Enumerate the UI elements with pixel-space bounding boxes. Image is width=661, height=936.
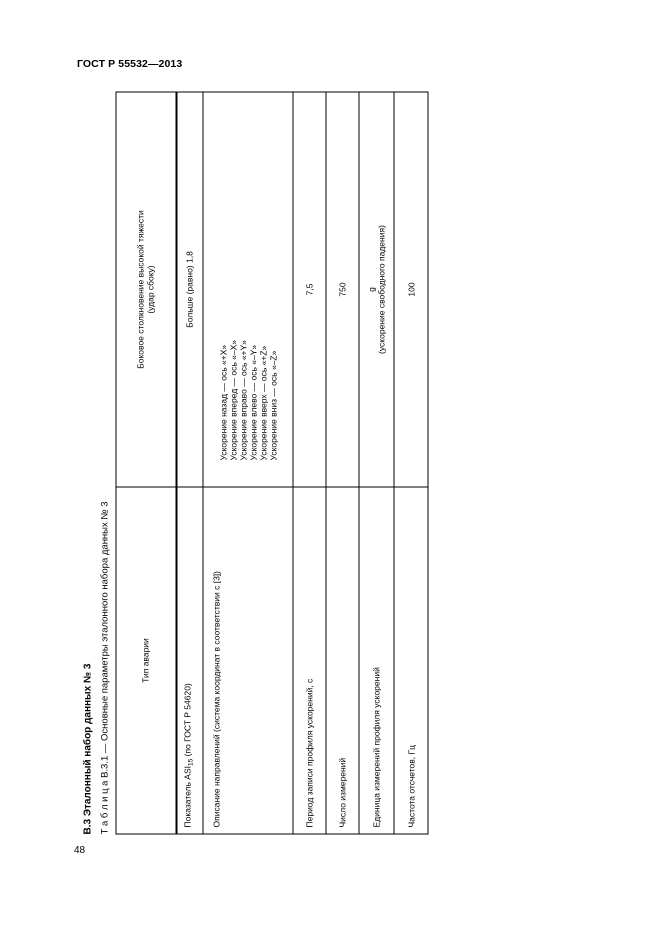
recording-period-label: Период записи профиля ускорений, с xyxy=(293,487,326,834)
accident-type-value-line-1: Боковое столкновение высокой тяжести xyxy=(135,209,146,369)
table-row xyxy=(359,92,394,834)
direction-line: Ускорение вниз — ось «–Z» xyxy=(267,350,278,460)
direction-line: Ускорение вверх — ось «+Z» xyxy=(257,345,268,460)
asi-label-main: Показатель ASI xyxy=(182,765,193,827)
parameters-table xyxy=(115,91,428,834)
directions-label: Описание направлений (система координат в соответствии с [3]) xyxy=(203,487,293,834)
accident-type-value xyxy=(116,92,176,487)
recording-period-value: 7,5 xyxy=(293,92,326,487)
acceleration-unit-label: Единица измерений профиля ускорений xyxy=(359,487,394,834)
acceleration-unit-value-line-2: (ускорение свободного падения) xyxy=(376,224,386,354)
accident-type-value-line-2: (удар сбоку) xyxy=(145,264,156,314)
sampling-rate-value: 100 xyxy=(394,92,428,487)
page-number: 48 xyxy=(74,845,86,856)
direction-line: Ускорение влево — ось «–Y» xyxy=(247,344,258,460)
directions-value xyxy=(203,92,293,487)
direction-line: Ускорение вперед — ось «–X» xyxy=(227,339,238,460)
direction-line: Ускорение вправо — ось «+Y» xyxy=(237,339,248,460)
asi-value: Больше (равно) 1,8 xyxy=(176,92,203,487)
sampling-rate-label: Частота отсчетов, Гц xyxy=(394,487,428,834)
asi-label-subscript: 15 xyxy=(187,758,195,766)
direction-line: Ускорение назад — ось «+X» xyxy=(217,344,228,460)
table-row xyxy=(203,92,293,834)
table-row xyxy=(394,92,428,834)
accident-type-label: Тип аварии xyxy=(116,487,176,834)
measurements-count-value: 750 xyxy=(326,92,359,487)
table-row xyxy=(293,92,326,834)
asi-label-tail: (по ГОСТ Р 54620) xyxy=(182,682,193,759)
acceleration-unit-value xyxy=(359,92,394,487)
table-row xyxy=(176,92,203,834)
document-header: ГОСТ Р 55532—2013 xyxy=(77,58,183,70)
measurements-count-label: Число измерений xyxy=(326,487,359,834)
section-title: B.3 Эталонный набор данных № 3 xyxy=(82,663,93,834)
table-caption: Т а б л и ц а B.3.1 — Основные параметры эталонного набора данных № 3 xyxy=(99,500,110,834)
table-row xyxy=(116,92,176,834)
rotated-table-block xyxy=(80,92,427,834)
acceleration-unit-value-line-1: g xyxy=(366,286,376,292)
table-row xyxy=(326,92,359,834)
asi-label xyxy=(176,487,203,834)
